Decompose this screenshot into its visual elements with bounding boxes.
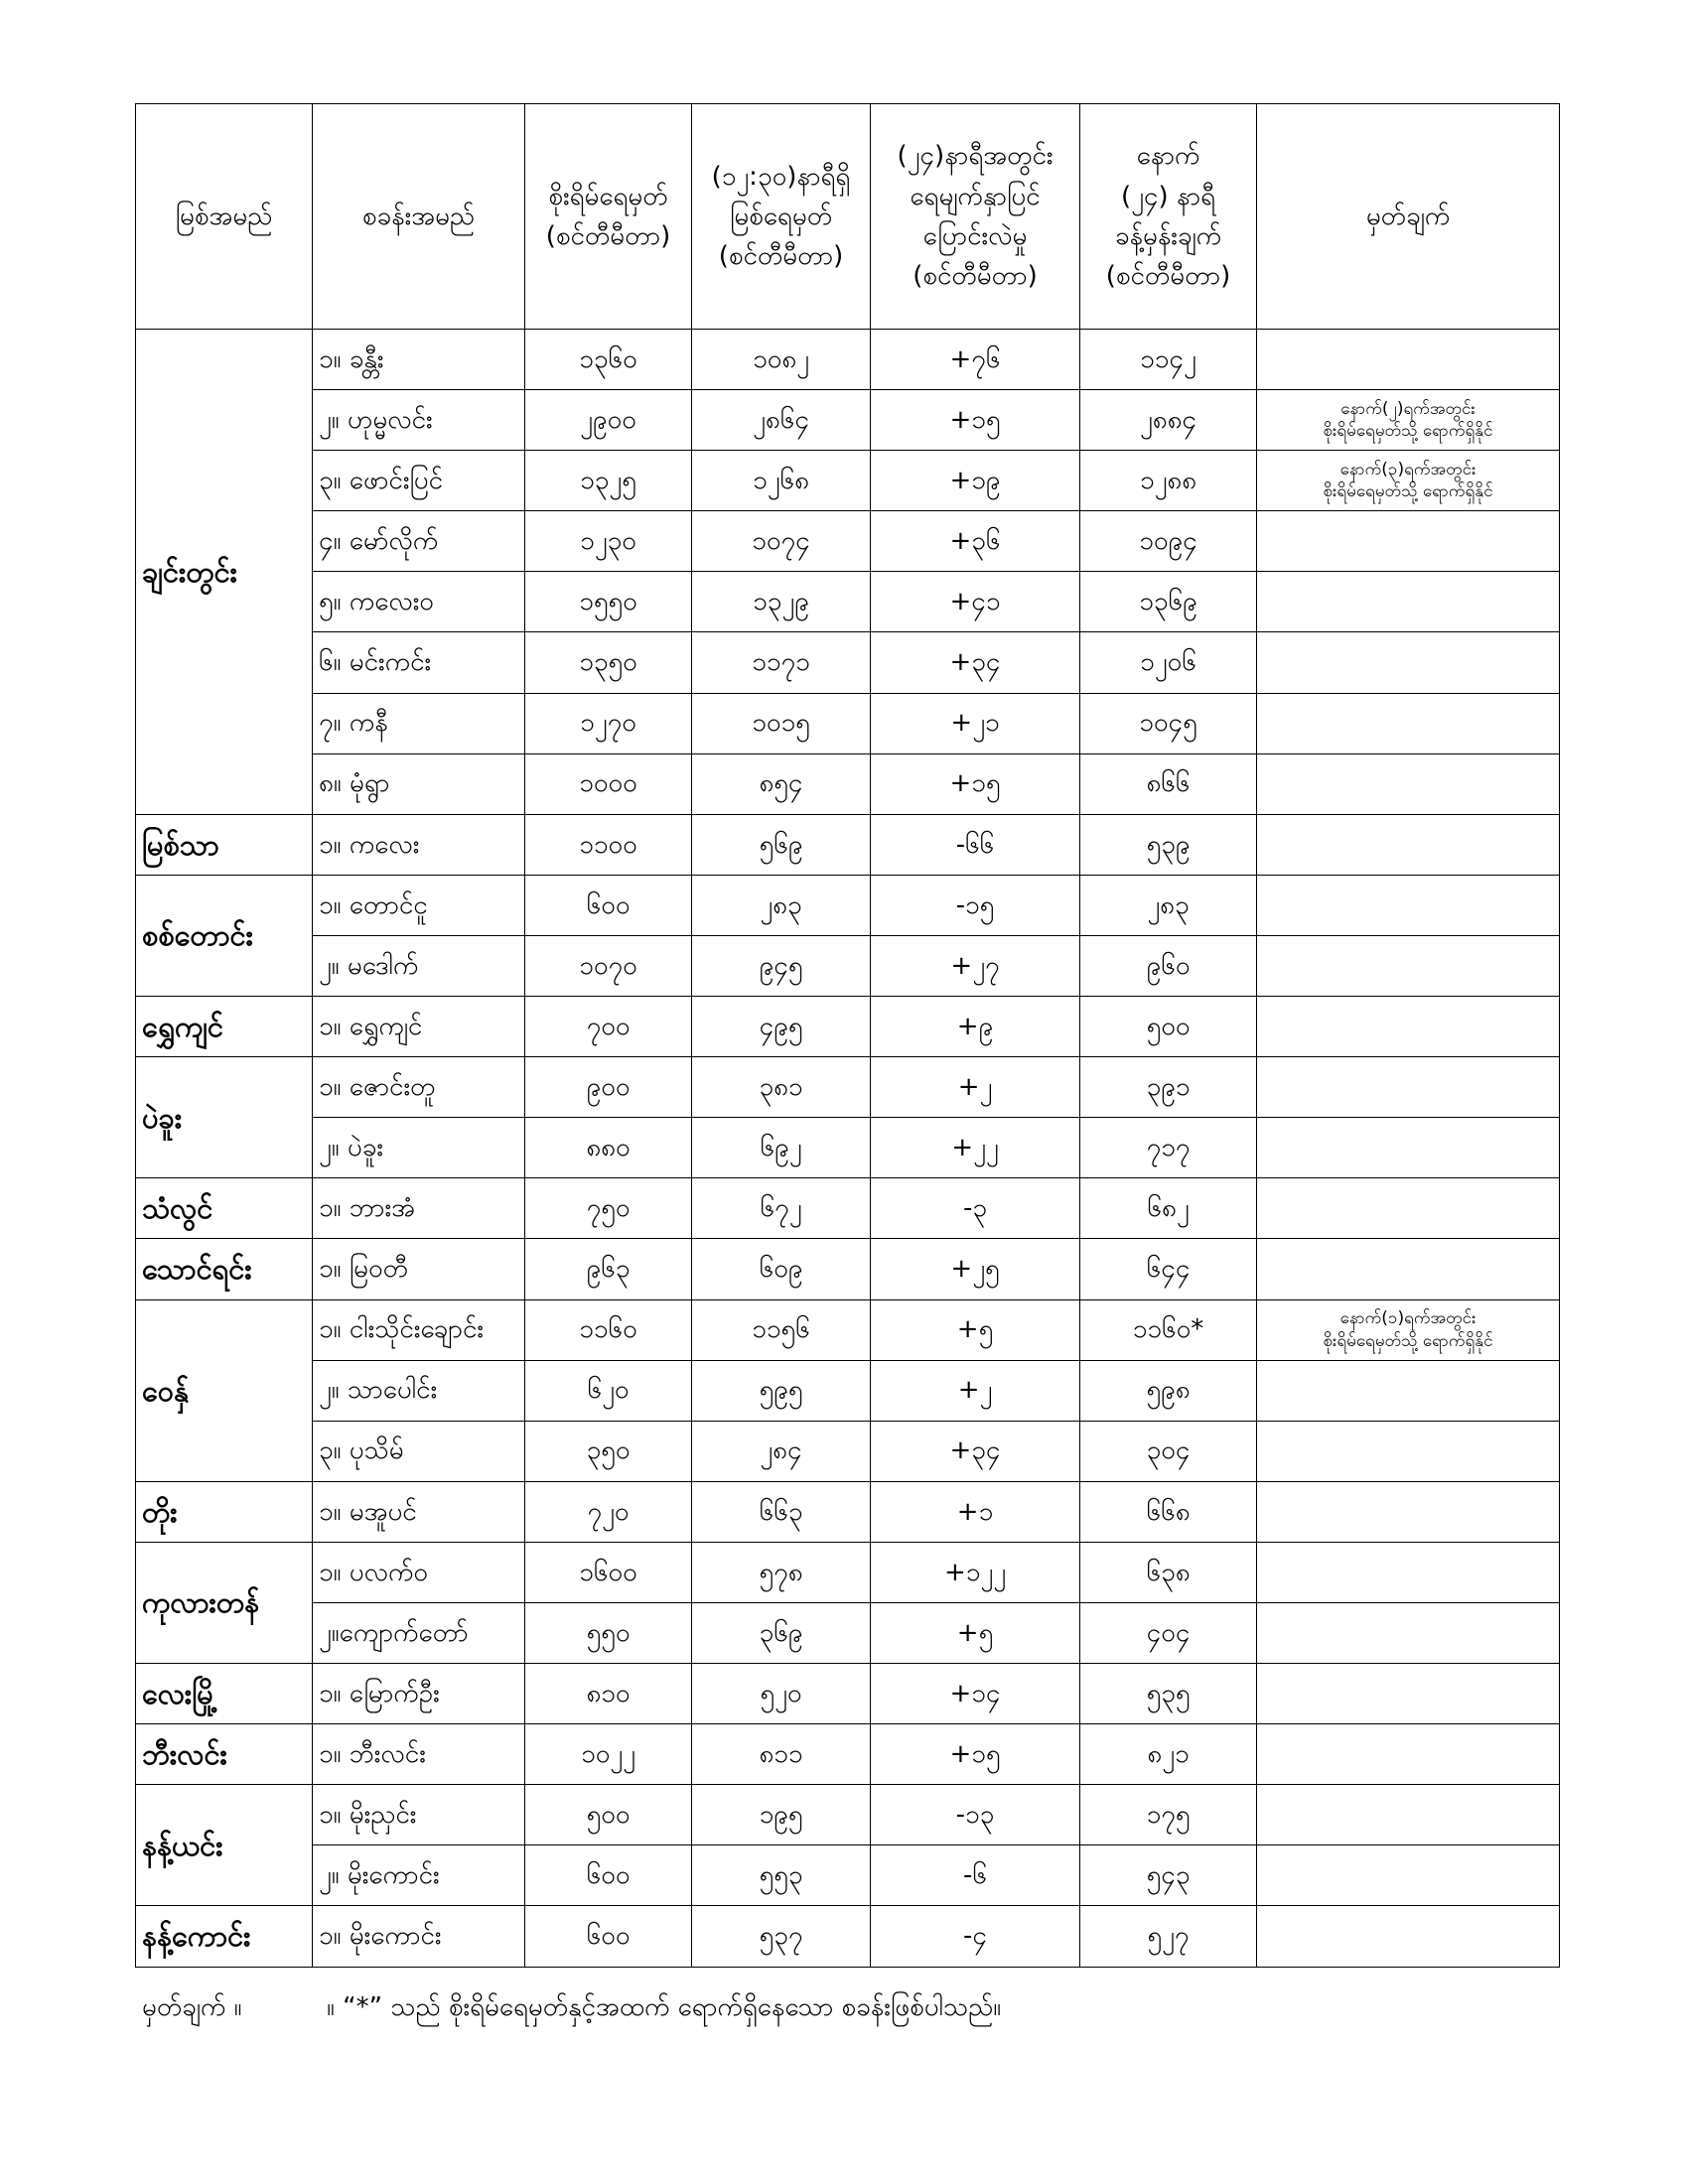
forecast-level: ၅၂၇ bbox=[1080, 1906, 1257, 1967]
observed-level: ၆၉၂ bbox=[692, 1118, 871, 1178]
warning-level: ၁၁၆၀ bbox=[525, 1299, 692, 1360]
station-name: ၃။ ပုသိမ် bbox=[313, 1421, 525, 1481]
station-name: ၁။ ဇောင်းတူ bbox=[313, 1057, 525, 1118]
station-name: ၁။ ဘားအံ bbox=[313, 1178, 525, 1239]
header-line: မြစ်ရေမှတ် bbox=[729, 201, 833, 231]
river-name: သံလွင် bbox=[136, 1178, 313, 1239]
observed-level: ၈၁၁ bbox=[692, 1724, 871, 1785]
forecast-level: ၃၉၁ bbox=[1080, 1057, 1257, 1118]
forecast-level: ၅၀၀ bbox=[1080, 997, 1257, 1057]
station-name: ၁။ ပလက်ဝ bbox=[313, 1542, 525, 1602]
level-change: -၁၅ bbox=[871, 875, 1080, 935]
remark-cell bbox=[1257, 1845, 1560, 1906]
station-name: ၁။ မိုးကောင်း bbox=[313, 1906, 525, 1967]
observed-level: ၁၀၇၄ bbox=[692, 511, 871, 572]
forecast-level: ၇၁၇ bbox=[1080, 1118, 1257, 1178]
level-change: +၁ bbox=[871, 1481, 1080, 1542]
remark-cell bbox=[1257, 1785, 1560, 1845]
remark-cell bbox=[1257, 1542, 1560, 1602]
table-row bbox=[136, 814, 1560, 875]
forecast-level: ၆၆၈ bbox=[1080, 1481, 1257, 1542]
warning-level: ၆၂၀ bbox=[525, 1360, 692, 1421]
station-name: ၇။ ကနီ bbox=[313, 693, 525, 753]
observed-level: ၁၁၇၁ bbox=[692, 632, 871, 693]
remark-cell bbox=[1257, 632, 1560, 693]
station-name: ၁။ မြောက်ဦး bbox=[313, 1664, 525, 1724]
warning-level: ၉၀၀ bbox=[525, 1057, 692, 1118]
warning-level: ၅၀၀ bbox=[525, 1785, 692, 1845]
table-row bbox=[136, 1845, 1560, 1906]
station-name: ၃။ ဖောင်းပြင် bbox=[313, 451, 525, 511]
header-line: မြစ်အမည် bbox=[175, 201, 273, 231]
observed-level: ၃၆၉ bbox=[692, 1602, 871, 1663]
observed-level: ၁၃၂၉ bbox=[692, 572, 871, 632]
level-change: +၂၁ bbox=[871, 693, 1080, 753]
river-name: ကုလားတန် bbox=[136, 1542, 313, 1663]
remark-cell bbox=[1257, 451, 1560, 511]
warning-level: ၁၃၂၅ bbox=[525, 451, 692, 511]
header-line: နောက် bbox=[1136, 141, 1200, 172]
table-row bbox=[136, 1057, 1560, 1118]
remark-line: စိုးရိမ်ရေမှတ်သို့ ရောက်ရှိနိုင် bbox=[1323, 1330, 1493, 1351]
observed-level: ၆၇၂ bbox=[692, 1178, 871, 1239]
remark-cell bbox=[1257, 1299, 1560, 1360]
river-name: ရွှေကျင် bbox=[136, 997, 313, 1057]
forecast-level: ၈၂၁ bbox=[1080, 1724, 1257, 1785]
remark-line: နောက်(၁)ရက်အတွင်း bbox=[1339, 1308, 1477, 1329]
warning-level: ၆၀၀ bbox=[525, 875, 692, 935]
level-change: +၃၄ bbox=[871, 632, 1080, 693]
warning-level: ၁၃၆၀ bbox=[525, 330, 692, 390]
remark-cell bbox=[1257, 511, 1560, 572]
table-row bbox=[136, 753, 1560, 814]
river-name: စစ်တောင်း bbox=[136, 875, 313, 996]
river-name: လေးမြို့ bbox=[136, 1664, 313, 1724]
observed-level: ၁၁၅၆ bbox=[692, 1299, 871, 1360]
remark-cell bbox=[1257, 935, 1560, 996]
forecast-level: ၅၄၃ bbox=[1080, 1845, 1257, 1906]
observed-level: ၂၈၆၄ bbox=[692, 390, 871, 451]
warning-level: ၉၆၃ bbox=[525, 1239, 692, 1299]
observed-level: ၈၅၄ bbox=[692, 753, 871, 814]
station-name: ၁။ ငါးသိုင်းချောင်း bbox=[313, 1299, 525, 1360]
header-line: (စင်တီမီတာ) bbox=[1105, 261, 1231, 292]
table-row bbox=[136, 1239, 1560, 1299]
forecast-level: ၄၀၄ bbox=[1080, 1602, 1257, 1663]
warning-level: ၁၀၂၂ bbox=[525, 1724, 692, 1785]
forecast-level: ၆၈၂ bbox=[1080, 1178, 1257, 1239]
forecast-level: ၅၉၈ bbox=[1080, 1360, 1257, 1421]
observed-level: ၃၈၁ bbox=[692, 1057, 871, 1118]
level-change: +၄၁ bbox=[871, 572, 1080, 632]
remark-cell bbox=[1257, 1178, 1560, 1239]
remark-cell bbox=[1257, 1421, 1560, 1481]
level-change: +၂၇ bbox=[871, 935, 1080, 996]
remark-line: စိုးရိမ်ရေမှတ်သို့ ရောက်ရှိနိုင် bbox=[1323, 421, 1493, 442]
footnote-text: ။ “*” သည် စိုးရိမ်ရေမှတ်နှင့်အထက် ရောက်ရှိနေသော စခန်းဖြစ်ပါသည်။ bbox=[327, 1992, 1002, 2022]
forecast-level: ၆၃၈ bbox=[1080, 1542, 1257, 1602]
observed-level: ၁၀၁၅ bbox=[692, 693, 871, 753]
table-row bbox=[136, 1421, 1560, 1481]
station-name: ၆။ မင်းကင်း bbox=[313, 632, 525, 693]
forecast-level: ၁၁၄၂ bbox=[1080, 330, 1257, 390]
warning-level: ၈၁၀ bbox=[525, 1664, 692, 1724]
river-name: ချင်းတွင်း bbox=[136, 330, 313, 815]
forecast-level: ၁၀၉၄ bbox=[1080, 511, 1257, 572]
forecast-level: ၉၆၀ bbox=[1080, 935, 1257, 996]
warning-level: ၇၀၀ bbox=[525, 997, 692, 1057]
header-line: (၁၂:၃၀)နာရီရှိ bbox=[711, 161, 851, 192]
level-change: +၇၆ bbox=[871, 330, 1080, 390]
level-change: -၆၆ bbox=[871, 814, 1080, 875]
forecast-level: ၁၁၆၀* bbox=[1080, 1299, 1257, 1360]
remark-cell bbox=[1257, 814, 1560, 875]
station-name: ၄။ မော်လိုက် bbox=[313, 511, 525, 572]
forecast-level: ၁၂၀၆ bbox=[1080, 632, 1257, 693]
remark-cell bbox=[1257, 997, 1560, 1057]
table-row bbox=[136, 875, 1560, 935]
station-name: ၁။ ကလေး bbox=[313, 814, 525, 875]
observed-level: ၁၂၆၈ bbox=[692, 451, 871, 511]
header-remark bbox=[1257, 104, 1560, 330]
observed-level: ၂၈၄ bbox=[692, 1421, 871, 1481]
remark-cell bbox=[1257, 1906, 1560, 1967]
forecast-level: ၁၂၈၈ bbox=[1080, 451, 1257, 511]
river-name: ပဲခူး bbox=[136, 1057, 313, 1178]
remark-cell bbox=[1257, 1057, 1560, 1118]
remark-cell bbox=[1257, 1664, 1560, 1724]
level-change: +၅ bbox=[871, 1602, 1080, 1663]
observed-level: ၁၀၈၂ bbox=[692, 330, 871, 390]
remark-cell bbox=[1257, 1724, 1560, 1785]
observed-level: ၅၂၀ bbox=[692, 1664, 871, 1724]
table-row bbox=[136, 1178, 1560, 1239]
table-row bbox=[136, 1602, 1560, 1663]
header-line: (စင်တီမီတာ) bbox=[718, 241, 844, 272]
remark-cell bbox=[1257, 330, 1560, 390]
level-change: -၃ bbox=[871, 1178, 1080, 1239]
table-row bbox=[136, 1118, 1560, 1178]
station-name: ၁။ မအူပင် bbox=[313, 1481, 525, 1542]
station-name: ၁။ မြဝတီ bbox=[313, 1239, 525, 1299]
remark-cell bbox=[1257, 1239, 1560, 1299]
warning-level: ၁၆၀၀ bbox=[525, 1542, 692, 1602]
warning-level: ၁၃၅၀ bbox=[525, 632, 692, 693]
observed-level: ၅၅၃ bbox=[692, 1845, 871, 1906]
warning-level: ၁၀၀၀ bbox=[525, 753, 692, 814]
table-row bbox=[136, 511, 1560, 572]
observed-level: ၆၆၃ bbox=[692, 1481, 871, 1542]
level-change: +၃၆ bbox=[871, 511, 1080, 572]
level-change: -၁၃ bbox=[871, 1785, 1080, 1845]
remark-line: နောက်(၃)ရက်အတွင်း bbox=[1339, 460, 1477, 480]
river-name: မြစ်သာ bbox=[136, 814, 313, 875]
header-line: မှတ်ချက် bbox=[1365, 201, 1451, 231]
warning-level: ၁၂၇၀ bbox=[525, 693, 692, 753]
table-row bbox=[136, 1724, 1560, 1785]
station-name: ၈။ မုံရွာ bbox=[313, 753, 525, 814]
header-line: ခန့်မှန်းချက် bbox=[1114, 221, 1222, 251]
forecast-level: ၂၈၃ bbox=[1080, 875, 1257, 935]
header-river bbox=[136, 104, 313, 330]
level-change: +၁၉ bbox=[871, 451, 1080, 511]
forecast-level: ၈၆၆ bbox=[1080, 753, 1257, 814]
table-row bbox=[136, 390, 1560, 451]
header-24h-change bbox=[871, 104, 1080, 330]
table-row bbox=[136, 1360, 1560, 1421]
remark-cell bbox=[1257, 390, 1560, 451]
table-row bbox=[136, 451, 1560, 511]
river-name: ဘီးလင်း bbox=[136, 1724, 313, 1785]
river-name: နန့်ယင်း bbox=[136, 1785, 313, 1906]
forecast-level: ၃၀၄ bbox=[1080, 1421, 1257, 1481]
header-line: (၂၄)နာရီအတွင်း bbox=[897, 141, 1054, 172]
footnote-label: မှတ်ချက် ။ bbox=[142, 1992, 242, 2022]
forecast-level: ၁၇၅ bbox=[1080, 1785, 1257, 1845]
table-row bbox=[136, 1299, 1560, 1360]
level-change: +၃၄ bbox=[871, 1421, 1080, 1481]
station-name: ၁။ တောင်ငူ bbox=[313, 875, 525, 935]
station-name: ၅။ ကလေးဝ bbox=[313, 572, 525, 632]
remark-line: စိုးရိမ်ရေမှတ်သို့ ရောက်ရှိနိုင် bbox=[1323, 481, 1493, 502]
level-change: +၂ bbox=[871, 1057, 1080, 1118]
observed-level: ၆၀၉ bbox=[692, 1239, 871, 1299]
level-change: +၂၂ bbox=[871, 1118, 1080, 1178]
station-name: ၂။ သာပေါင်း bbox=[313, 1360, 525, 1421]
level-change: -၆ bbox=[871, 1845, 1080, 1906]
remark-cell bbox=[1257, 753, 1560, 814]
header-observed-level bbox=[692, 104, 871, 330]
station-name: ၁။ မိုးညှင်း bbox=[313, 1785, 525, 1845]
observed-level: ၅၉၅ bbox=[692, 1360, 871, 1421]
observed-level: ၅၃၇ bbox=[692, 1906, 871, 1967]
warning-level: ၁၀၇၀ bbox=[525, 935, 692, 996]
level-change: +၂၅ bbox=[871, 1239, 1080, 1299]
station-name: ၁။ ခန္တီး bbox=[313, 330, 525, 390]
observed-level: ၁၉၅ bbox=[692, 1785, 871, 1845]
table-row bbox=[136, 997, 1560, 1057]
river-name: ဝေနှ် bbox=[136, 1299, 313, 1481]
footnote bbox=[142, 1989, 1552, 2028]
level-change: -၄ bbox=[871, 1906, 1080, 1967]
remark-cell bbox=[1257, 1360, 1560, 1421]
observed-level: ၅၆၉ bbox=[692, 814, 871, 875]
warning-level: ၇၅၀ bbox=[525, 1178, 692, 1239]
water-level-sheet bbox=[135, 103, 1559, 1968]
water-level-table bbox=[135, 103, 1560, 1968]
remark-cell bbox=[1257, 1602, 1560, 1663]
header-line: (စင်တီမီတာ) bbox=[913, 261, 1038, 292]
forecast-level: ၅၃၉ bbox=[1080, 814, 1257, 875]
header-line: ရေမျက်နှာပြင် bbox=[910, 181, 1041, 211]
forecast-level: ၆၄၄ bbox=[1080, 1239, 1257, 1299]
header-row bbox=[136, 104, 1560, 330]
forecast-level: ၅၃၅ bbox=[1080, 1664, 1257, 1724]
header-line: စိုးရိမ်ရေမှတ် bbox=[548, 181, 668, 211]
warning-level: ၈၈၀ bbox=[525, 1118, 692, 1178]
forecast-level: ၁၃၆၉ bbox=[1080, 572, 1257, 632]
level-change: +၉ bbox=[871, 997, 1080, 1057]
level-change: +၂ bbox=[871, 1360, 1080, 1421]
warning-level: ၆၀၀ bbox=[525, 1906, 692, 1967]
table-row bbox=[136, 1664, 1560, 1724]
station-name: ၂။ကျောက်တော် bbox=[313, 1602, 525, 1663]
remark-cell bbox=[1257, 572, 1560, 632]
station-name: ၁။ ဘီးလင်း bbox=[313, 1724, 525, 1785]
header-station bbox=[313, 104, 525, 330]
station-name: ၂။ ဟုမ္မလင်း bbox=[313, 390, 525, 451]
header-warning-level bbox=[525, 104, 692, 330]
header-24h-forecast bbox=[1080, 104, 1257, 330]
level-change: +၁၄ bbox=[871, 1664, 1080, 1724]
warning-level: ၆၀၀ bbox=[525, 1845, 692, 1906]
river-name: သောင်ရင်း bbox=[136, 1239, 313, 1299]
station-name: ၂။ ပဲခူး bbox=[313, 1118, 525, 1178]
table-row bbox=[136, 935, 1560, 996]
observed-level: ၄၉၅ bbox=[692, 997, 871, 1057]
warning-level: ၁၁၀၀ bbox=[525, 814, 692, 875]
warning-level: ၂၉၀၀ bbox=[525, 390, 692, 451]
remark-cell bbox=[1257, 1118, 1560, 1178]
station-name: ၂။ မိုးကောင်း bbox=[313, 1845, 525, 1906]
level-change: +၁၂၂ bbox=[871, 1542, 1080, 1602]
warning-level: ၁၅၅၀ bbox=[525, 572, 692, 632]
header-line: (စင်တီမီတာ) bbox=[545, 221, 671, 251]
remark-line: နောက်(၂)ရက်အတွင်း bbox=[1340, 399, 1476, 420]
observed-level: ၂၈၃ bbox=[692, 875, 871, 935]
level-change: +၅ bbox=[871, 1299, 1080, 1360]
table-row bbox=[136, 632, 1560, 693]
remark-cell bbox=[1257, 1481, 1560, 1542]
table-row bbox=[136, 1481, 1560, 1542]
table-row bbox=[136, 1785, 1560, 1845]
warning-level: ၁၂၃၀ bbox=[525, 511, 692, 572]
level-change: +၁၅ bbox=[871, 753, 1080, 814]
river-name: နန့်ကောင်း bbox=[136, 1906, 313, 1967]
table-row bbox=[136, 330, 1560, 390]
table-row bbox=[136, 693, 1560, 753]
table-row bbox=[136, 1906, 1560, 1967]
remark-cell bbox=[1257, 875, 1560, 935]
forecast-level: ၂၈၈၄ bbox=[1080, 390, 1257, 451]
level-change: +၁၅ bbox=[871, 390, 1080, 451]
level-change: +၁၅ bbox=[871, 1724, 1080, 1785]
remark-cell bbox=[1257, 693, 1560, 753]
header-line: ပြောင်းလဲမှု bbox=[922, 221, 1028, 251]
table-body bbox=[136, 330, 1560, 1968]
forecast-level: ၁၀၄၅ bbox=[1080, 693, 1257, 753]
table-row bbox=[136, 572, 1560, 632]
warning-level: ၅၅၀ bbox=[525, 1602, 692, 1663]
observed-level: ၅၇၈ bbox=[692, 1542, 871, 1602]
header-line: (၂၄) နာရီ bbox=[1120, 181, 1216, 211]
warning-level: ၇၂၀ bbox=[525, 1481, 692, 1542]
header-line: စခန်းအမည် bbox=[361, 201, 476, 231]
station-name: ၁။ ရွှေကျင် bbox=[313, 997, 525, 1057]
station-name: ၂။ မဒေါက် bbox=[313, 935, 525, 996]
table-row bbox=[136, 1542, 1560, 1602]
river-name: တိုး bbox=[136, 1481, 313, 1542]
observed-level: ၉၄၅ bbox=[692, 935, 871, 996]
warning-level: ၃၅၀ bbox=[525, 1421, 692, 1481]
